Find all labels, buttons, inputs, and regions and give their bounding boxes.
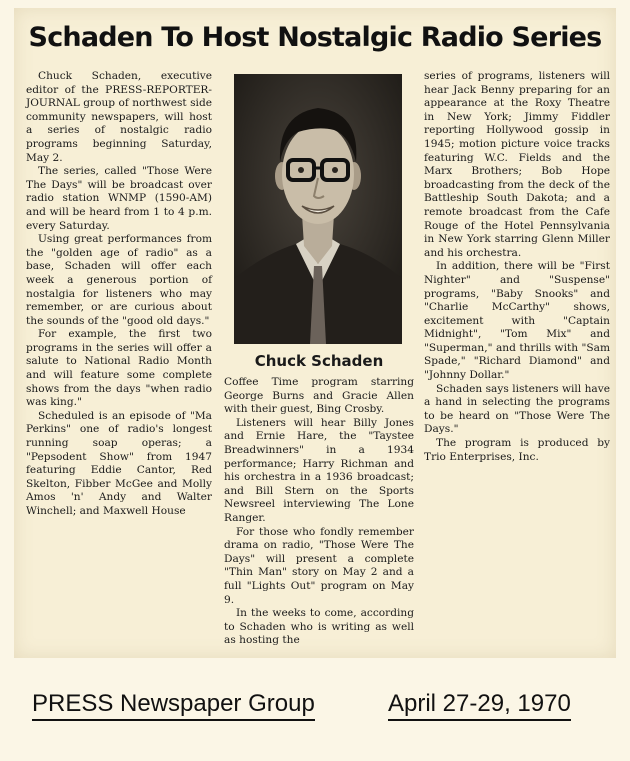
paragraph: Scheduled is an episode of "Ma Perkins" one of radio's longest running soap operas; a "Pepsodent Show" from 1947 featuring Eddie Cantor, Red Skelton, Fibber McGee and Molly Amos 'n' Andy and Walter Winchell; and Maxwell House bbox=[26, 409, 212, 517]
paragraph: The program is produced by Trio Enterprises, Inc. bbox=[424, 437, 610, 463]
paragraph: Chuck Schaden, executive editor of the PRESS-REPORTER-JOURNAL group of northwest side community newspapers, will host a series of nostalgic radio programs beginning Saturday, May 2. bbox=[26, 70, 212, 164]
paragraph: Schaden says listeners will have a hand in selecting the programs to be heard on "Those Were The Days." bbox=[424, 382, 610, 436]
paragraph: Listeners will hear Billy Jones and Ernie Hare, the "Taystee Breadwinners" in a 1934 performance; Harry Richman and his orchestra in a 1936 broadcast; and Bill Stern on the Sports Newsreel interviewing The Lone Ranger. bbox=[224, 416, 414, 524]
paragraph: For example, the first two programs in the series will offer a salute to National Radio Month and will feature some complete shows from the days "when radio was king." bbox=[26, 328, 212, 409]
paragraph: Coffee Time program starring George Burns and Gracie Allen with their guest, Bing Crosby. bbox=[224, 376, 414, 416]
publication-name: PRESS Newspaper Group bbox=[32, 690, 315, 721]
photo-caption: Chuck Schaden bbox=[254, 352, 384, 370]
article-column-1 bbox=[26, 70, 212, 519]
portrait-photo bbox=[234, 74, 402, 344]
portrait-drawing bbox=[234, 74, 402, 344]
paragraph: In addition, there will be "First Nighter" and "Suspense" programs, "Baby Snooks" and "Charlie McCarthy" shows, excitement with "Captain Midnight", "Tom Mix" and "Superman," and thrills with "Sam Spade," "Richard Diamond" and "Johnny Dollar." bbox=[424, 260, 610, 382]
headline: Schaden To Host Nostalgic Radio Series bbox=[28, 22, 602, 53]
publication-date: April 27-29, 1970 bbox=[388, 690, 571, 721]
article-column-3 bbox=[424, 70, 610, 464]
paragraph: Using great performances from the "golden age of radio" as a base, Schaden will offer each week a generous portion of nostalgia for listeners who may remember, or are curious about the sounds of the "good old days." bbox=[26, 233, 212, 327]
paragraph: For those who fondly remember drama on radio, "Those Were The Days" will present a complete "Thin Man" story on May 2 and a full "Lights Out" program on May 9. bbox=[224, 525, 414, 606]
article-column-2 bbox=[224, 376, 414, 648]
paragraph: series of programs, listeners will hear Jack Benny preparing for an appearance at the Roxy Theatre in New York; Jimmy Fiddler reporting Hollywood gossip in 1945; motion picture voice tracks featuring W.C. Fields and the Marx Brothers; Bob Hope broadcasting from the deck of the Battleship South Dakota; and a remote broadcast from the Cafe Rouge of the Hotel Pennsylvania in New York starring Glenn Miller and his orchestra. bbox=[424, 70, 610, 259]
paragraph: In the weeks to come, according to Schaden who is writing as well as hosting the bbox=[224, 607, 414, 647]
paragraph: The series, called "Those Were The Days" will be broadcast over radio station WNMP (1590-AM) and will be heard from 1 to 4 p.m. every Saturday. bbox=[26, 165, 212, 232]
